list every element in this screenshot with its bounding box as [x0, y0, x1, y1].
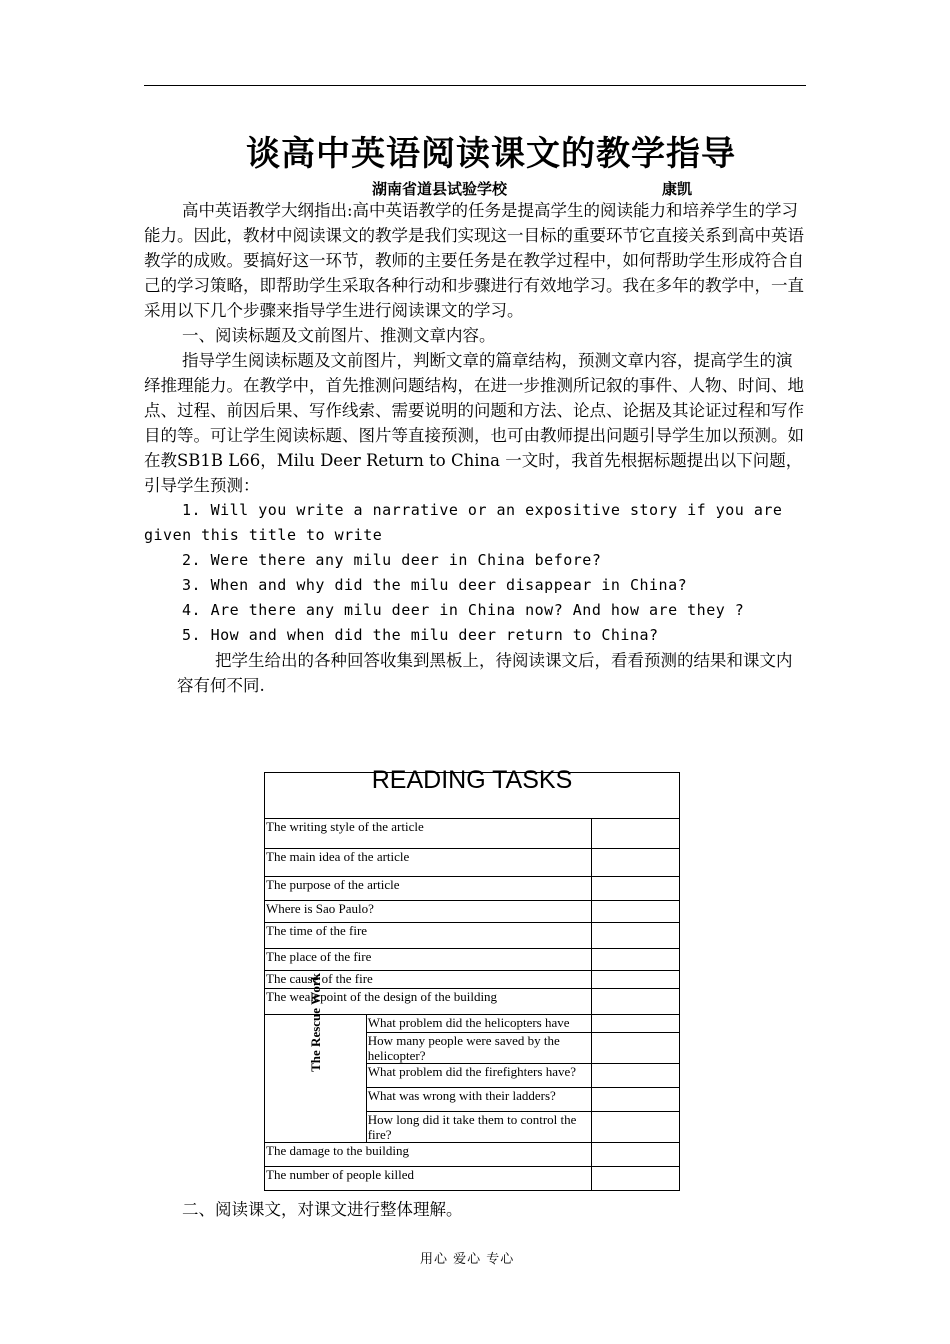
answer-cell	[592, 1143, 680, 1167]
rescue-work-label: The Rescue Work	[307, 973, 323, 1072]
document-title: 谈高中英语阅读课文的教学指导	[246, 134, 736, 174]
table-header: READING TASKS	[265, 773, 680, 819]
table-row-label: Where is Sao Paulo?	[265, 901, 592, 923]
section2-heading: 二、阅读课文，对课文进行整体理解。	[182, 1200, 463, 1219]
section1-heading: 一、阅读标题及文前图片、推测文章内容。	[182, 326, 496, 345]
rescue-row-label: What was wrong with their ladders?	[366, 1088, 591, 1112]
answer-cell	[592, 1033, 680, 1064]
question-item: 2. Were there any milu deer in China before?	[182, 551, 602, 569]
collect-paragraph: 把学生给出的各种回答收集到黑板上，待阅读课文后，看看预测的结果和课文内容有何不同.	[177, 651, 793, 695]
table-row-label: The number of people killed	[265, 1167, 592, 1191]
answer-cell	[592, 1088, 680, 1112]
question-item: 3. When and why did the milu deer disappear in China?	[182, 576, 688, 594]
question-item: 5. How and when did the milu deer return to China?	[182, 626, 659, 644]
reading-tasks-table	[264, 766, 680, 1191]
answer-cell	[592, 949, 680, 971]
author-school: 湖南省道县试验学校	[372, 180, 508, 198]
answer-cell	[592, 819, 680, 849]
rescue-row-label: What problem did the firefighters have?	[366, 1064, 591, 1088]
header-rule	[144, 85, 806, 86]
answer-cell	[592, 849, 680, 877]
table-row-label: The place of the fire	[265, 949, 592, 971]
answer-cell	[592, 1015, 680, 1033]
answer-cell	[592, 971, 680, 989]
table-row-label: The weak point of the design of the building	[265, 989, 592, 1015]
document-body	[144, 198, 808, 698]
question-item: 4. Are there any milu deer in China now? And how are they ?	[182, 601, 745, 619]
answer-cell	[592, 1112, 680, 1143]
rescue-row-label: How many people were saved by the helicopter?	[366, 1033, 591, 1064]
table-row-label: The cause of the fire	[265, 971, 592, 989]
question-item: 1. Will you write a narrative or an expositive story if you are given this title to write	[144, 501, 783, 544]
table-row-label: The damage to the building	[265, 1143, 592, 1167]
page-footer: 用心 爱心 专心	[420, 1252, 515, 1267]
answer-cell	[592, 989, 680, 1015]
answer-cell	[592, 923, 680, 949]
rescue-row-label: How long did it take them to control the fire?	[366, 1112, 591, 1143]
intro-paragraph: 高中英语教学大纲指出:高中英语教学的任务是提高学生的阅读能力和培养学生的学习能力。因此，教材中阅读课文的教学是我们实现这一目标的重要环节它直接关系到高中英语教学的成败。要搞好这一环节，教师的主要任务是在教学过程中，如何帮助学生形成符合自己的学习策略，即帮助学生采取各种行动和步骤进行有效地学习。我在多年的教学中，一直采用以下几个步骤来指导学生进行阅读课文的学习。	[144, 201, 804, 320]
author-name: 康凯	[662, 180, 693, 198]
answer-cell	[592, 1064, 680, 1088]
table-row-label: The main idea of the article	[265, 849, 592, 877]
rescue-row-label: What problem did the helicopters have	[366, 1015, 591, 1033]
answer-cell	[592, 901, 680, 923]
answer-cell	[592, 877, 680, 901]
table-row-label: The writing style of the article	[265, 819, 592, 849]
answer-cell	[592, 1167, 680, 1191]
section1-paragraph: 指导学生阅读标题及文前图片，判断文章的篇章结构，预测文章内容，提高学生的演绎推理能力。在教学中，首先推测问题结构，在进一步推测所记叙的事件、人物、时间、地点、过程、前因后果、写作线索、需要说明的问题和方法、论点、论据及其论证过程和写作目的等。可让学生阅读标题、图片等直接预测，也可由教师提出问题引导学生加以预测。如在教SB1B L66，Milu Deer Return to China 一文时，我首先根据标题提出以下问题，引导学生预测：	[144, 351, 804, 495]
table-row-label: The purpose of the article	[265, 877, 592, 901]
table-row-label: The time of the fire	[265, 923, 592, 949]
